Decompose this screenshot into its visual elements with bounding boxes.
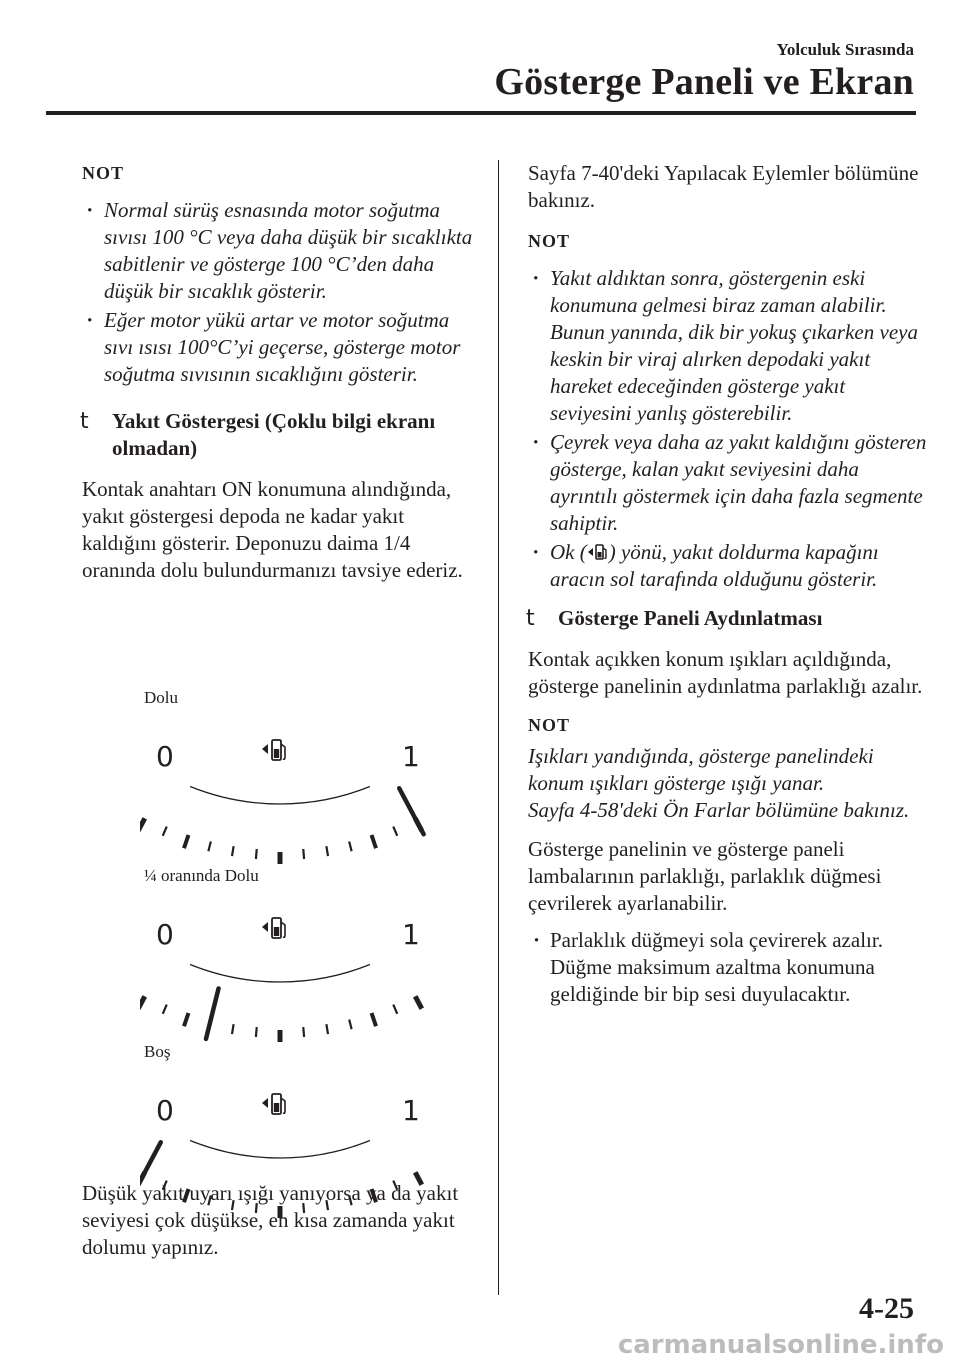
column-divider <box>498 160 499 1295</box>
gauge-arc <box>190 1141 370 1158</box>
gauge-label-empty: 0 <box>156 740 174 773</box>
note-list <box>528 265 928 593</box>
note-label: NOT <box>82 163 125 183</box>
note-list <box>82 197 480 388</box>
fuel-pump-icon <box>262 918 285 938</box>
note-bullet: · Çeyrek veya daha az yakıt kaldığını gösteren gösterge, kalan yakıt seviyesini daha ayrıntılı göstermek için daha fazla segmente sahiptir. <box>528 429 928 537</box>
gauge-tick <box>163 1005 167 1014</box>
brightness-bullet: · Parlaklık düğmeyi sola çevirerek azalır. Düğme maksimum azaltma konumuna geldiğinde bir bip sesi duyulacaktır. <box>528 927 928 1008</box>
gauge-tick <box>184 1013 188 1026</box>
header-rule <box>46 111 916 115</box>
note-bullet: · Eğer motor yükü artar ve motor soğutma sıvı ısısı 100°C’yi geçerse, gösterge motor soğutma sıvısının sıcaklığını gösterir. <box>82 307 480 388</box>
gauge-quarter <box>140 866 440 1042</box>
low-fuel-warning <box>82 1180 480 1261</box>
note-bullet: · Yakıt aldıktan sonra, göstergenin eski konumuna gelmesi biraz zaman alabilir. Bunun yanında, dik bir yokuş çıkarken veya keskin bir viraj alırken depodaki yakıt hareket edeceğinden gösterge yakıt seviyesini yanlış gösterebilir. <box>528 265 928 427</box>
gauge-tick <box>163 827 167 836</box>
gauge-tick <box>184 835 188 848</box>
brightness-list <box>528 927 928 1008</box>
fuel-pump-arrow-icon <box>587 543 609 561</box>
brightness-text: Gösterge panelinin ve gösterge paneli lambalarının parlaklığı, parlaklık düğmesi çevrilerek ayarlanabilir. <box>528 837 882 915</box>
gauge-tick <box>256 1027 257 1037</box>
section-marker: t <box>526 606 535 631</box>
note-text <box>528 743 928 824</box>
gauge-label-full: 1 <box>402 1094 420 1127</box>
right-column <box>528 160 928 1008</box>
section-name: Yolculuk Sırasında <box>776 40 914 59</box>
gauge-tick <box>140 818 145 830</box>
gauge-arc <box>190 787 370 804</box>
fuel-gauge <box>140 892 440 1042</box>
illumination-text: Kontak açıkken konum ışıkları açıldığında, gösterge panelinin aydınlatma parlaklığı azalır. <box>528 647 923 698</box>
fuel-pump-icon <box>262 740 285 760</box>
page-number: 4-25 <box>859 1292 914 1325</box>
left-column <box>82 160 480 584</box>
gauge-tick <box>326 846 328 856</box>
gauge-label-empty: 0 <box>156 918 174 951</box>
arrow-icon <box>262 1098 268 1108</box>
gauge-tick <box>415 996 422 1008</box>
arrow-text-after: ) yönü, yakıt doldurma kapağını aracın sol tarafında olduğunu gösterir. <box>550 540 879 591</box>
fuel-pump-icon <box>262 1094 285 1114</box>
gauge-tick <box>372 1013 376 1026</box>
pump-level <box>274 1103 279 1112</box>
gauge-tick <box>326 1024 328 1034</box>
section-title: Gösterge Paneli Aydınlatması <box>558 606 823 630</box>
gauge-tick <box>256 849 257 859</box>
pump-level <box>274 927 279 936</box>
gauge-tick <box>140 996 145 1008</box>
fuel-intro: Kontak anahtarı ON konumuna alındığında, yakıt göstergesi depoda ne kadar yakıt kaldığını gösterir. Deponuzu daima 1/4 oranında dolu bulundurmanızı tavsiye ederiz. <box>82 477 463 582</box>
gauge-tick <box>232 1024 234 1034</box>
gauge-needle <box>399 788 423 834</box>
gauge-tick <box>303 849 304 859</box>
fuel-gauge <box>140 714 440 864</box>
page-title: Gösterge Paneli ve Ekran <box>494 61 914 103</box>
gauge-full <box>140 688 440 864</box>
note-label: NOT <box>528 231 571 251</box>
section-marker: t <box>80 409 89 434</box>
arrow-icon <box>262 922 268 932</box>
gauge-tick <box>372 835 376 848</box>
gauge-tick <box>349 1020 351 1030</box>
gauge-caption: ¼ oranında Dolu <box>144 866 259 885</box>
gauge-caption: Boş <box>144 1042 171 1061</box>
section-title: Yakıt Göstergesi (Çoklu bilgi ekranı olmadan) <box>112 409 436 460</box>
gauge-label-full: 1 <box>402 740 420 773</box>
warning-text: Düşük yakıt uyarı ışığı yanıyorsa ya da yakıt seviyesi çok düşükse, en kısa zamanda yakıt dolumu yapınız. <box>82 1181 459 1259</box>
gauge-needle <box>206 988 219 1038</box>
section-heading-fuel <box>82 408 480 462</box>
gauge-tick <box>393 1005 397 1014</box>
note-line: Işıkları yandığında, gösterge panelindeki konum ışıkları gösterge ışığı yanar. <box>528 744 874 795</box>
gauge-tick <box>232 846 234 856</box>
note-bullet-arrow <box>528 539 928 593</box>
watermark: carmanualsonline.info <box>617 1330 944 1360</box>
reference-text: Sayfa 7-40'deki Yapılacak Eylemler bölümüne bakınız. <box>528 161 919 212</box>
gauge-tick <box>208 842 210 852</box>
section-heading-illumination <box>528 605 928 632</box>
gauge-tick <box>303 1027 304 1037</box>
gauge-caption: Dolu <box>144 688 178 707</box>
note-label: NOT <box>528 715 571 735</box>
gauge-tick <box>349 842 351 852</box>
note-line: Sayfa 4-58'deki Ön Farlar bölümüne bakınız. <box>528 798 910 822</box>
gauge-arc <box>190 965 370 982</box>
gauge-label-full: 1 <box>402 918 420 951</box>
arrow-icon <box>262 744 268 754</box>
pump-level <box>274 749 279 758</box>
gauge-tick <box>393 827 397 836</box>
arrow-text-before: Ok ( <box>550 540 587 564</box>
gauge-label-empty: 0 <box>156 1094 174 1127</box>
note-bullet: · Normal sürüş esnasında motor soğutma sıvısı 100 °C veya daha düşük bir sıcaklıkta sabitlenir ve gösterge 100 °C’den daha düşük bir sıcaklık gösterir. <box>82 197 480 305</box>
